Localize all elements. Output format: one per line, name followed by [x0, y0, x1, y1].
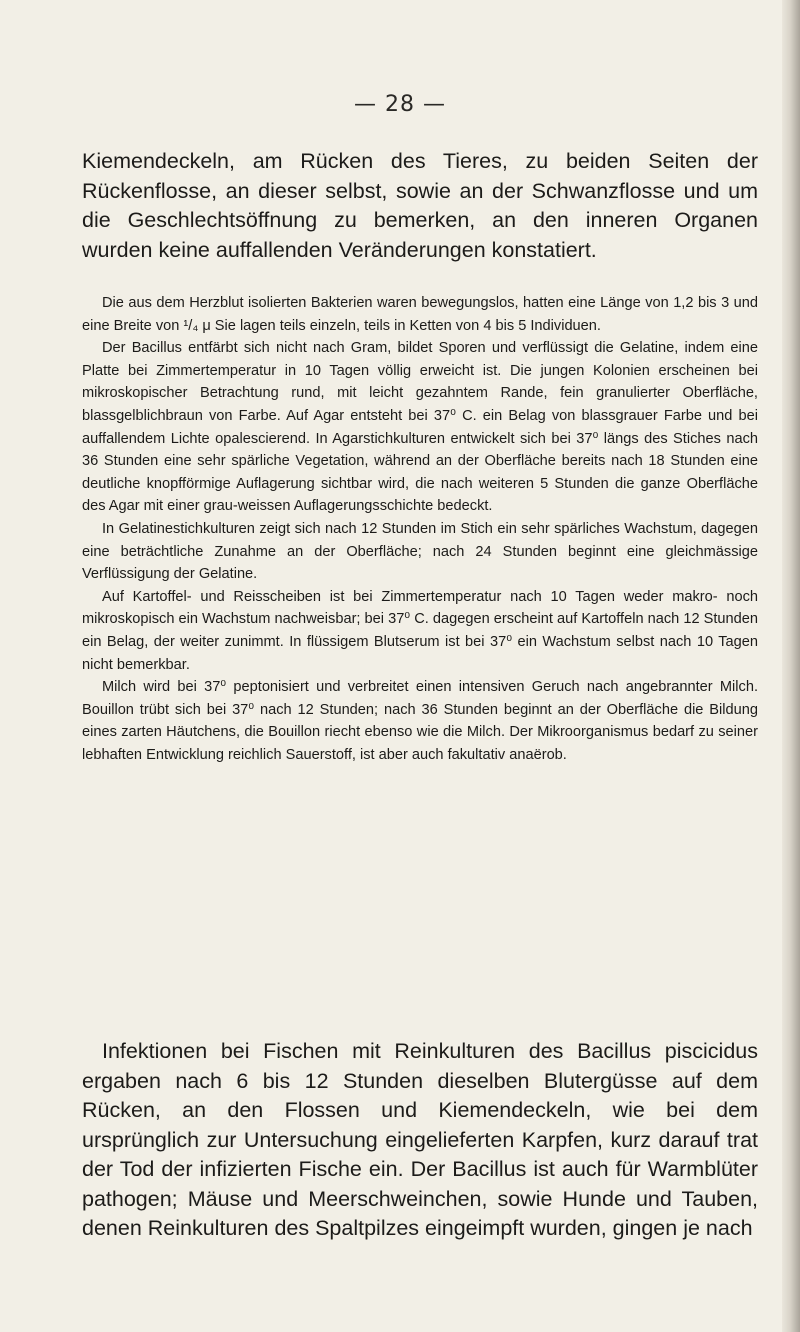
paragraph-milch: Milch wird bei 37⁰ peptonisiert und verbreitet einen intensiven Geruch nach angebrannter Milch. Bouillon trübt sich bei 37⁰ nach 12 Stunden; nach 36 Stunden beginnt an der Oberfläche die Bildung eines zarten Häutchens, die Bouillon riecht ebenso wie die Milch. Der Mikroorganismus bedarf zu seiner lebhaften Entwicklung reichlich Sauerstoff, ist aber auch fakultativ anaërob. [82, 679, 758, 763]
small-print-section [82, 292, 758, 766]
page-edge-shadow [782, 0, 800, 1332]
paragraph-infektionen: Infektionen bei Fischen mit Reinkulturen des Bacillus piscicidus ergaben nach 6 bis 12 Stunden dieselben Blutergüsse auf dem Rücken, an den Flossen und Kiemendeckeln, wie bei dem ursprünglich zur Untersuchung eingelieferten Karpfen, kurz darauf trat der Tod der infizierten Fische ein. Der Bacillus ist auch für Warmblüter pathogen; Mäuse und Meerschweinchen, sowie Hunde und Tauben, denen Reinkulturen des Spaltpilzes eingeimpft wurden, gingen je nach [82, 1039, 758, 1240]
paragraph-gram: Der Bacillus entfärbt sich nicht nach Gram, bildet Sporen und verflüssigt die Gelatine, indem eine Platte bei Zimmertemperatur in 10 Tagen völlig erweicht ist. Die jungen Kolonien erscheinen bei mikroskopischer Betrachtung rund, mit leicht gezahntem Rande, fein granulierter Oberfläche, blassgelblichbraun von Farbe. Auf Agar entsteht bei 37⁰ C. ein Belag von blassgrauer Farbe und bei auffallendem Lichte opalescierend. In Agarstichkulturen entwickelt sich bei 37⁰ längs des Stiches nach 36 Stunden eine sehr spärliche Vegetation, während an der Oberfläche bereits nach 18 Stunden eine deutliche knopfförmige Auflagerung sichtbar wird, die nach weiteren 5 Stunden die ganze Oberfläche des Agar mit einer grau-weissen Auflagerungsschichte bedeckt. [82, 340, 758, 515]
paragraph-herzblut: Die aus dem Herzblut isolierten Bakterien waren bewegungslos, hatten eine Länge von 1,2 bis 3 und eine Breite von ¹/₄ μ Sie lagen teils einzeln, teils in Ketten von 4 bis 5 Individuen. [82, 295, 758, 334]
paragraph-kartoffel: Auf Kartoffel- und Reisscheiben ist bei Zimmertemperatur nach 10 Tagen weder makro- noch mikroskopisch ein Wachstum nachweisbar; bei 37⁰ C. dagegen erscheint auf Kartoffeln nach 12 Stunden ein Belag, der weiter zunimmt. In flüssigem Blutserum ist bei 37⁰ ein Wachstum selbst nach 10 Tagen nicht bemerkbar. [82, 588, 758, 673]
page-number: — 28 — [354, 92, 446, 117]
paragraph-gelatinestich: In Gelatinestichkulturen zeigt sich nach 12 Stunden im Stich ein sehr spärliches Wachstum, dagegen eine beträchtliche Zunahme an der Oberfläche; nach 24 Stunden beginnt eine gleichmässige Verflüssigung der Gelatine. [82, 520, 758, 583]
paragraph-intro: Kiemendeckeln, am Rücken des Tieres, zu beiden Seiten der Rückenflosse, an dieser selbst, sowie an der Schwanzflosse und um die Geschlechtsöffnung zu bemerken, an den inneren Organen wurden keine auffallenden Veränderungen konstatiert. [82, 149, 758, 262]
body-text-bottom [82, 1037, 758, 1244]
body-text-top [82, 147, 758, 265]
